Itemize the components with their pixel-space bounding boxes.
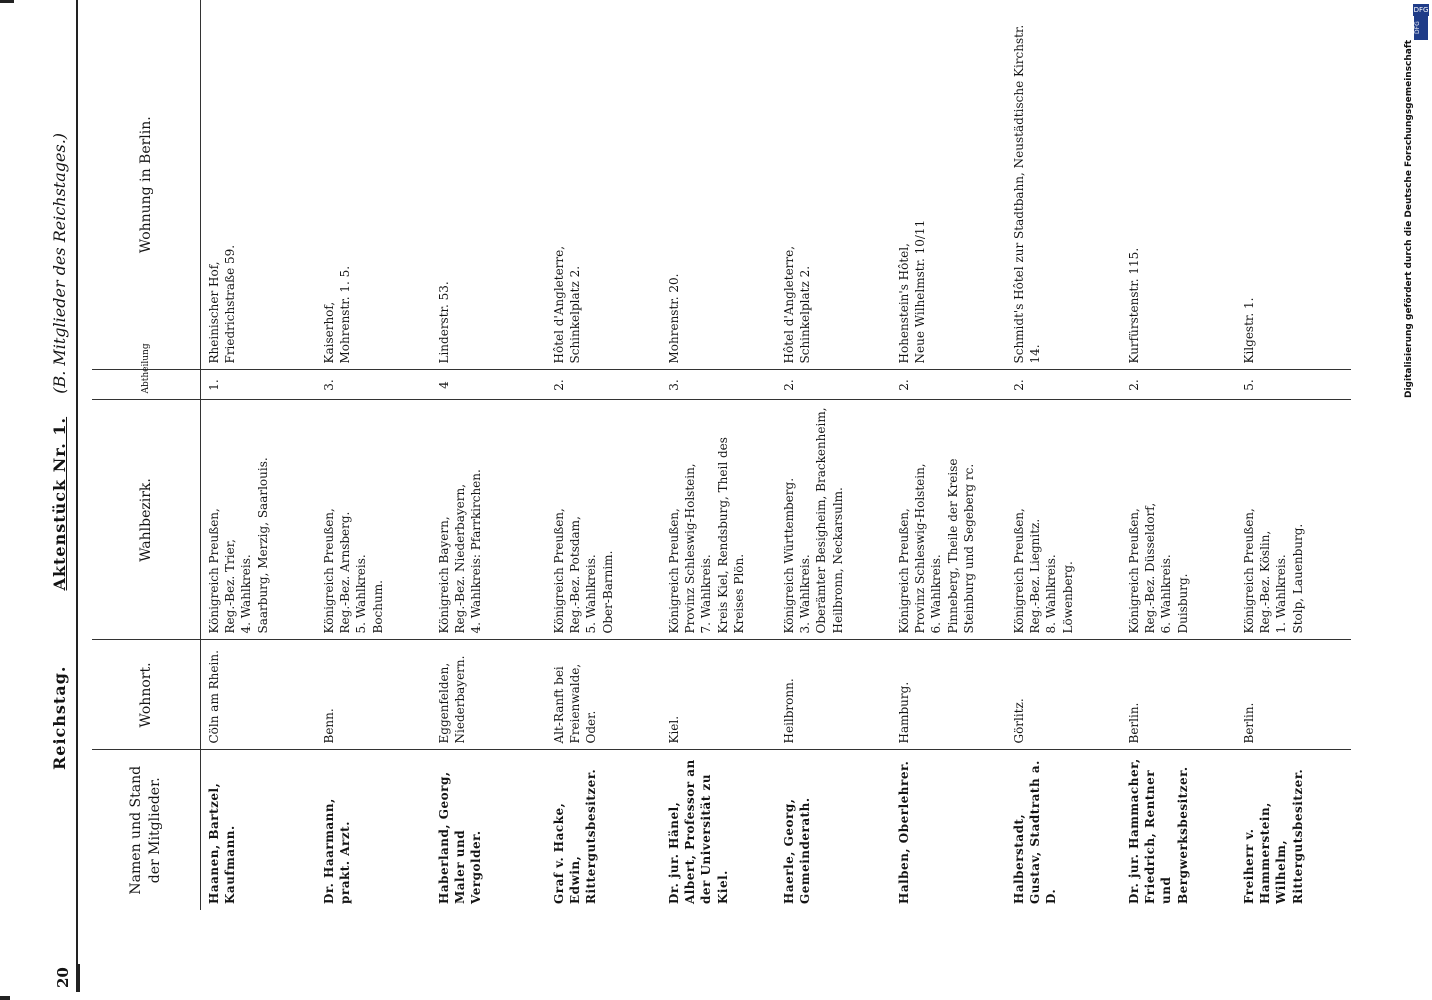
member-residence: Heilbronn. [776, 640, 891, 750]
header-residence: Wohnort. [92, 640, 201, 750]
table-row [546, 0, 661, 910]
member-section: 2. [891, 370, 1006, 400]
member-name: Graf v. Hacke, Edwin, Rittergutsbesitzer. [552, 768, 599, 904]
table-header-row [92, 0, 201, 910]
page-number-rule [78, 964, 80, 992]
table-row [1236, 0, 1351, 910]
member-district: Königreich Bayern, Reg.-Bez. Niederbayern, 4. Wahlkreis: Pfarrkirchen. [431, 400, 546, 640]
member-district: Königreich Preußen, Reg.-Bez. Trier, 4. Wahlkreis. Saarburg, Merzig, Saarlouis. [201, 400, 317, 640]
dfg-logo: DFG [1413, 6, 1429, 14]
member-berlin-address: Schmidt's Hôtel zur Stadtbahn, Neustädtische Kirchstr. 14. [1006, 0, 1121, 370]
member-berlin-address: Hôtel d'Angleterre, Schinkelplatz 2. [546, 0, 661, 370]
member-section: 3. [661, 370, 776, 400]
member-section: 5. [1236, 370, 1351, 400]
member-name: Dr. jur. Hammacher, Friedrich, Rentner und Bergwerksbesitzer. [1127, 758, 1190, 904]
member-district: Königreich Preußen, Reg.-Bez. Köslin, 1. Wahlkreis. Stolp, Lauenburg. [1236, 400, 1351, 640]
member-berlin-address: Kaiserhof, Mohrenstr. 1. 5. [316, 0, 431, 370]
running-head-main: Aktenstück Nr. 1. [50, 416, 69, 591]
member-residence: Berlin. [1121, 640, 1236, 750]
member-district: Königreich Preußen, Reg.-Bez. Liegnitz. 8. Wahlkreis. Löwenberg. [1006, 400, 1121, 640]
member-section: 4 [431, 370, 546, 400]
member-district: Königreich Preußen, Reg.-Bez. Arnsberg. 5. Wahlkreis. Bochum. [316, 400, 431, 640]
scan-edge-mark [0, 996, 10, 1000]
member-berlin-address: Kilgestr. 1. [1236, 0, 1351, 370]
member-name: Haanen, Bartzel, Kaufmann. [207, 782, 238, 904]
member-district: Königreich Württemberg. 3. Wahlkreis. Oberämter Besigheim, Brackenheim, Heilbronn, Neckarsulm. [776, 400, 891, 640]
table-row [1121, 0, 1236, 910]
member-district: Königreich Preußen, Provinz Schleswig-Holstein, 6. Wahlkreis. Pinneberg, Theile der Kreise Steinburg und Segeberg rc. [891, 400, 1006, 640]
header-berlin: Wohnung in Berlin. [92, 0, 201, 370]
member-berlin-address: Linderstr. 53. [431, 0, 546, 370]
running-head-left: Reichstag. [50, 665, 69, 770]
digitization-note: Digitalisierung gefördert durch die Deutsche Forschungsgemeinschaft [1404, 40, 1414, 399]
dfg-logo-stripe: DFG [1414, 16, 1428, 40]
running-head-paren: (B. Mitglieder des Reichstages.) [50, 132, 69, 394]
header-section: Abtheilung [92, 370, 201, 400]
member-section: 2. [1006, 370, 1121, 400]
table-row [776, 0, 891, 910]
member-residence: Eggenfelden, Niederbayern. [431, 640, 546, 750]
member-section: 2. [1121, 370, 1236, 400]
header-district: Wahlbezirk. [92, 400, 201, 640]
scan-edge-mark [0, 0, 14, 3]
member-residence: Alt-Ranft bei Freienwalde, Oder. [546, 640, 661, 750]
member-name: Haberland, Georg, Maler und Vergolder. [437, 771, 484, 904]
member-district: Königreich Preußen, Provinz Schleswig-Holstein, 7. Wahlkreis. Kreis Kiel, Rendsburg, Theil des Kreises Plön. [661, 400, 776, 640]
table-row [431, 0, 546, 910]
member-residence: Hamburg. [891, 640, 1006, 750]
member-district: Königreich Preußen, Reg.-Bez. Düsseldorf, 6. Wahlkreis. Duisburg. [1121, 400, 1236, 640]
member-section: 3. [316, 370, 431, 400]
member-name: Halberstadt, Gustav, Stadtrath a. D. [1012, 760, 1059, 904]
running-head [50, 10, 69, 770]
member-name: Dr. Haarmann, prakt. Arzt. [322, 798, 353, 904]
member-residence: Görlitz. [1006, 640, 1121, 750]
member-name: Halben, Oberlehrer. [897, 760, 911, 904]
member-name: Haerle, Georg, Gemeinderath. [782, 797, 813, 904]
members-table [92, 0, 1351, 910]
member-residence: Berlin. [1236, 640, 1351, 750]
member-berlin-address: Rheinischer Hof, Friedrichstraße 59. [201, 0, 317, 370]
member-name: Freiherr v. Hammerstein, Wilhelm, Rittergutsbesitzer. [1242, 768, 1305, 904]
member-residence: Cöln am Rhein. [201, 640, 317, 750]
header-rule [76, 0, 78, 992]
page-number: 20 [54, 967, 72, 988]
member-residence: Kiel. [661, 640, 776, 750]
member-berlin-address: Mohrenstr. 20. [661, 0, 776, 370]
member-berlin-address: Hôtel d'Angleterre, Schinkelplatz 2. [776, 0, 891, 370]
member-residence: Benn. [316, 640, 431, 750]
member-name: Dr. jur. Hänel, Albert, Professor an der Universität zu Kiel. [667, 759, 730, 904]
table-row [891, 0, 1006, 910]
member-section: 1. [201, 370, 317, 400]
member-berlin-address: Hohenstein's Hôtel, Neue Wilhelmstr. 10/11 [891, 0, 1006, 370]
member-district: Königreich Preußen, Reg.-Bez. Potsdam, 5. Wahlkreis. Ober-Barnim. [546, 400, 661, 640]
member-berlin-address: Kurfürstenstr. 115. [1121, 0, 1236, 370]
member-section: 2. [546, 370, 661, 400]
member-section: 2. [776, 370, 891, 400]
table-row [316, 0, 431, 910]
header-name: Namen und Stand der Mitglieder. [92, 750, 201, 910]
table-row [201, 0, 317, 910]
table-row [1006, 0, 1121, 910]
table-row [661, 0, 776, 910]
